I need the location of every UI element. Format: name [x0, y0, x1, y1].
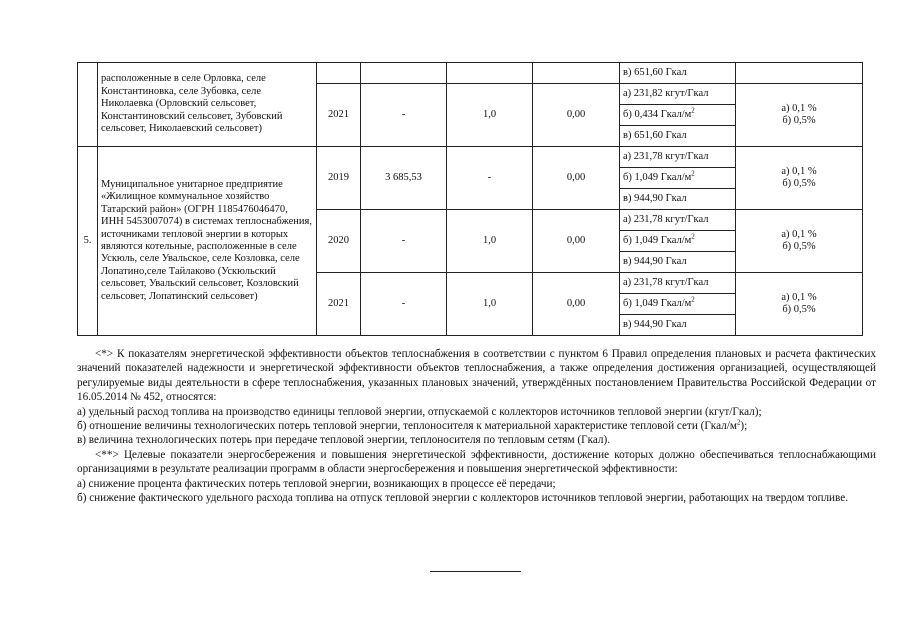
table-row: б) 1,049 Гкал/$м^2$ [78, 231, 863, 252]
table-row [78, 63, 863, 84]
target-cell: а) 0,1 % б) 0,5% [736, 210, 863, 273]
footnote-star: <*> К показателям энергетической эффективности объектов теплоснабжения в соответствии с пунктом 6 Правил определения плановых и расчета фактических значений показателей надежности и энергетической эффективности объектов теплоснабжения, а также определения достижения организацией, осуществляющей регулируемые виды деятельности в сфере теплоснабжения, указанных плановых значений, утверждённых постановлением Правительства Российской Федерации от 16.05.2014 № 452, относятся: [77, 348, 876, 404]
footnote-double-star: <**> Целевые показатели энергосбережения и повышения энергетической эффективности, достижение которых должно обеспечиваться теплоснабжающими организациями в результате реализации программ в области энергосбережения и повышения энергетической эффективности: [77, 448, 876, 476]
target-cell: а) 0,1 % б) 0,5% [736, 273, 863, 336]
indicator-cell: в) 651,60 Гкал [620, 63, 736, 84]
indicators-table [77, 62, 863, 336]
footnote-item: б) снижение фактического удельного расхода топлива на отпуск тепловой энергии с коллекторов источников тепловой энергии, работающих на твердом топливе. [77, 492, 849, 505]
row-number: 5. [78, 147, 98, 336]
footnote-item: б) отношение величины технологических потерь тепловой энергии, теплоносителя к материальной характеристике тепловой сети $(Гкал/м^2)$; [77, 418, 748, 433]
table-row: 2021 - 1,0 0,00 а) 231,78 кгут/Гкал а) 0,1 % б) 0,5% [78, 273, 863, 294]
footnote-item: в) величина технологических потерь при передаче тепловой энергии, теплоносителя по тепловым сетям (Гкал). [77, 434, 611, 447]
table-row: б) 0,434 Гкал/$м^2$ [78, 105, 863, 126]
year-cell: 2021 [317, 84, 361, 147]
footnote-item: а) снижение процента фактических потерь тепловой энергии, возникающих в процессе её передачи; [77, 477, 556, 490]
footnote-item: а) удельный расход топлива на производство единицы тепловой энергии, отпускаемой с коллекторов источников тепловой энергии (кгут/Гкал); [77, 405, 762, 418]
table-row: 2020 - 1,0 0,00 а) 231,78 кгут/Гкал а) 0,1 % б) 0,5% [78, 210, 863, 231]
table-row: б) 1,049 Гкал/$м^2$ [78, 168, 863, 189]
table-row: в) 944,90 Гкал [78, 252, 863, 273]
table-row: б) 1,049 Гкал/$м^2$ [78, 294, 863, 315]
footnotes [77, 347, 876, 505]
table-row: в) 944,90 Гкал [78, 189, 863, 210]
table-row: 2021 - 1,0 0,00 а) 231,82 кгут/Гкал а) 0,1 % б) 0,5% [78, 84, 863, 105]
end-divider [430, 571, 521, 572]
target-cell: а) 0,1 % б) 0,5% [736, 147, 863, 210]
table-row: 5. Муниципальное унитарное предприятие «Жилищное коммунальное хозяйство Татарский район» (ОГРН 1185476046470, ИНН 5453007074) в системах теплоснабжения, источниками тепловой энергии в которых являются котельные, расположенные в селе Ускюль, селе Увальское, селе Козловка, селе Лопатино,селе Тайлаково (Ускюльский сельсовет, Увальский сельсовет, Козловский сельсовет, Лопатинский сельсовет) 2019 3 685,53 - 0,00 а) 231,78 кгут/Гкал а) 0,1 % б) 0,5% [78, 147, 863, 168]
table-row: в) 651,60 Гкал [78, 126, 863, 147]
number-cell [78, 63, 98, 147]
target-cell: а) 0,1 % б) 0,5% [736, 84, 863, 147]
organization-cell: Муниципальное унитарное предприятие «Жилищное коммунальное хозяйство Татарский район» (ОГРН 1185476046470, ИНН 5453007074) в системах теплоснабжения, источниками тепловой энергии в которых являются котельные, расположенные в селе Ускюль, селе Увальское, селе Козловка, селе Лопатино,селе Тайлаково (Ускюльский сельсовет, Увальский сельсовет, Козловский сельсовет, Лопатинский сельсовет) [98, 147, 317, 336]
table-row: в) 944,90 Гкал [78, 315, 863, 336]
organization-cell: расположенные в селе Орловка, селе Константиновка, селе Зубовка, селе Николаевка (Орловский сельсовет, Константиновский сельсовет, Зубовский сельсовет, Николаевский сельсовет) [98, 63, 317, 147]
